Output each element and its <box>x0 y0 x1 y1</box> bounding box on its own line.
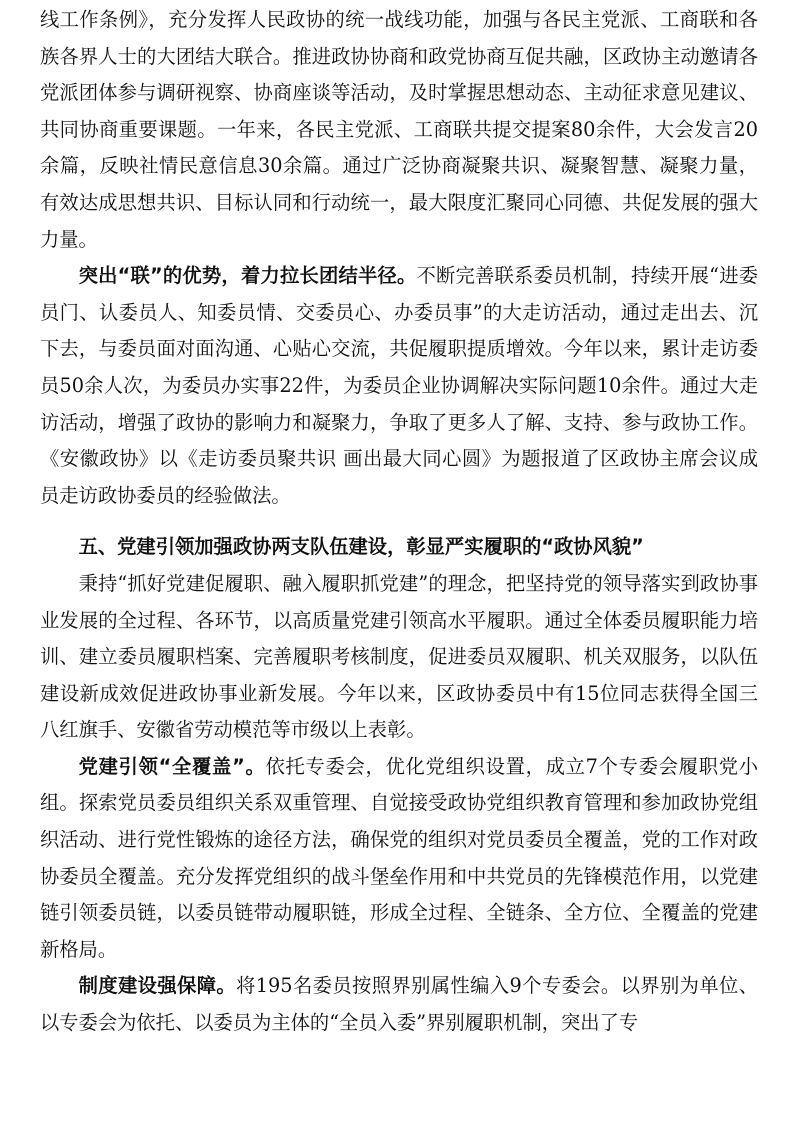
paragraph-united-front <box>40 2 758 258</box>
paragraph-text: 依托专委会，优化党组织设置，成立7个专委会履职党小组。探索党员委员组织关系双重管理、自觉接受政协党组织教育管理和参加政协党组织活动、进行党性锻炼的途径方法，确保党的组织对党员委员全覆盖，党的工作对政协委员全覆盖。充分发挥党组织的战斗堡垒作用和中共党员的先锋模范作用，以党建链引领委员链，以委员链带动履职链，形成全过程、全链条、全方位、全覆盖的党建新格局。 <box>40 754 759 961</box>
section-heading-five: 五、党建引领加强政协两支队伍建设，彰显严实履职的“政协风貌” <box>78 535 644 559</box>
document-page <box>40 2 758 1042</box>
paragraph-unity-radius <box>40 258 758 514</box>
paragraph-text: 秉持“抓好党建促履职、融入履职抓党建”的理念，把坚持党的领导落实到政协事业发展的全过程、各环节，以高质量党建引领高水平履职。通过全体委员履职能力培训、建立委员履职档案、完善履职考核制度，促进委员双履职、机关双服务，以队伍建设新成效促进政协事业新发展。今年以来，区政协委员中有15位同志获得全国三八红旗手、安徽省劳动模范等市级以上表彰。 <box>40 571 758 742</box>
section-spacer <box>40 514 758 529</box>
paragraph-text: 将195名委员按照界别属性编入9个专委会。以界别为单位、以专委会为依托、以委员为主体的“全员入委”界别履职机制，突出了专 <box>40 974 758 1035</box>
paragraph-lead: 突出“联”的优势，着力拉长团结半径。 <box>78 264 417 288</box>
paragraph-lead: 制度建设强保障。 <box>78 974 237 998</box>
paragraph-lead: 党建引领“全覆盖”。 <box>78 754 266 778</box>
paragraph-system-guarantee <box>40 968 758 1041</box>
paragraph-party-building <box>40 566 758 749</box>
paragraph-full-coverage <box>40 749 758 969</box>
paragraph-text: 线工作条例》，充分发挥人民政协的统一战线功能，加强与各民主党派、工商联和各族各界人士的大团结大联合。推进政协协商和政党协商互促共融，区政协主动邀请各党派团体参与调研视察、协商座谈等活动，及时掌握思想动态、主动征求意见建议、共同协商重要课题。一年来，各民主党派、工商联共提交提案80余件，大会发言20余篇，反映社情民意信息30余篇。通过广泛协商凝聚共识、凝聚智慧、凝聚力量，有效达成思想共识、目标认同和行动统一，最大限度汇聚同心同德、共促发展的强大力量。 <box>40 8 758 251</box>
paragraph-text: 不断完善联系委员机制，持续开展“进委员门、认委员人、知委员情、交委员心、办委员事”的大走访活动，通过走出去、沉下去，与委员面对面沟通、心贴心交流，共促履职提质增效。今年以来，累计走访委员50余人次，为委员办实事22件，为委员企业协调解决实际问题10余件。通过大走访活动，增强了政协的影响力和凝聚力，争取了更多人了解、支持、参与政协工作。《安徽政协》以《走访委员聚共识 画出最大同心圆》为题报道了区政协主席会议成员走访政协委员的经验做法。 <box>40 264 759 507</box>
